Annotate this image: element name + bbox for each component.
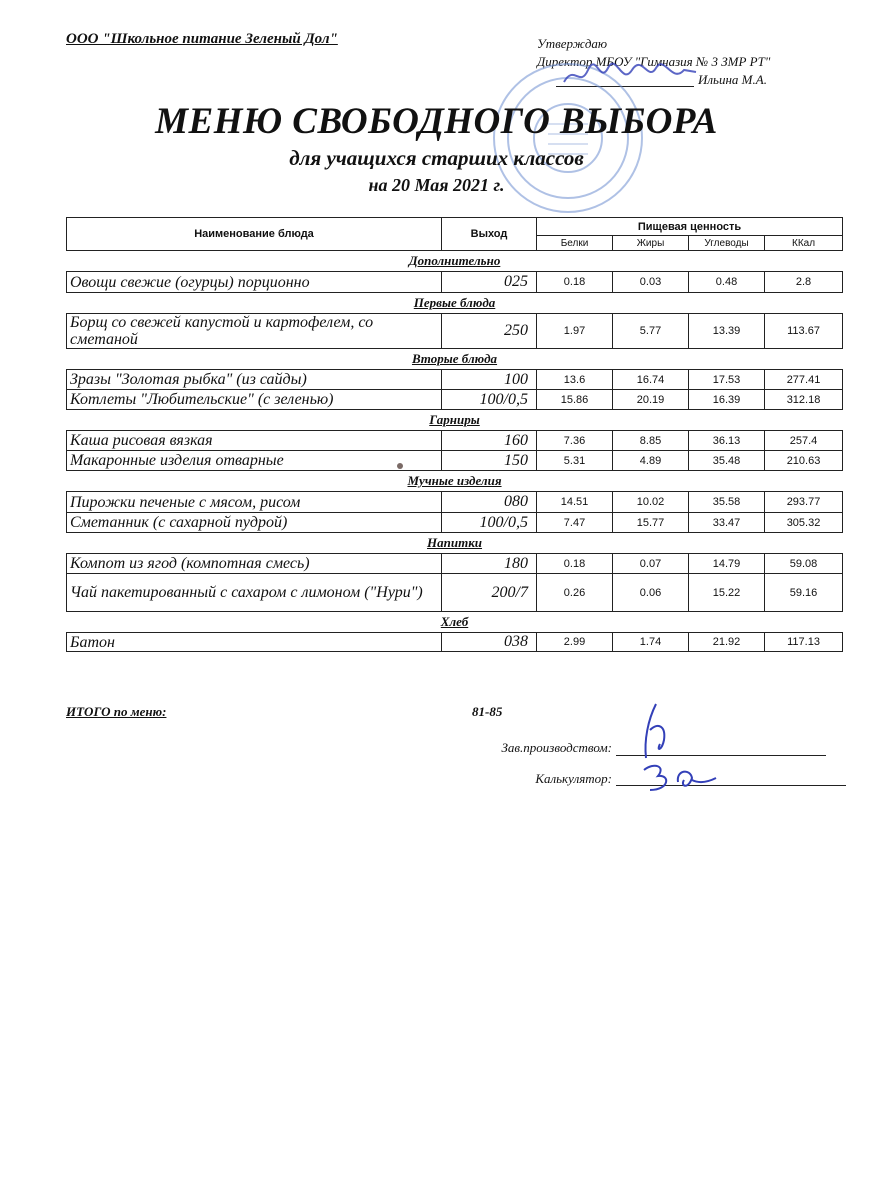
section-row [67,533,843,554]
dish-name: Котлеты "Любительские" (с зеленью) [67,390,442,410]
section-row [67,612,843,633]
dish-kcal: 117.13 [765,633,843,652]
section-title: Дополнительно [408,253,501,268]
section-row [67,251,843,272]
dish-row [67,574,843,612]
dish-proteins: 0.26 [537,574,613,612]
dish-row [67,451,843,471]
dish-row [67,272,843,293]
document-title: МЕНЮ СВОБОДНОГО ВЫБОРА [155,101,718,142]
approval-name: Ильина М.А. [698,72,767,87]
document-subtitle: для учащихся старших классов [289,146,584,170]
dish-name: Макаронные изделия отварные [67,451,442,471]
section-title: Хлеб [440,614,469,629]
menu-table-body [67,251,843,652]
approval-position: Директор МБОУ "Гимназия № 3 ЗМР РТ" [537,54,771,69]
dish-row [67,390,843,410]
dish-name: Каша рисовая вязкая [67,431,442,451]
dish-proteins: 2.99 [537,633,613,652]
dish-kcal: 59.16 [765,574,843,612]
section-title: Первые блюда [413,295,496,310]
dish-carbs: 35.48 [689,451,765,471]
dish-fats: 0.06 [613,574,689,612]
dish-yield: 160 [442,431,537,451]
column-header-nutrition: Пищевая ценность [537,218,843,236]
dish-name: Пирожки печеные с мясом, рисом [67,492,442,513]
dish-carbs: 36.13 [689,431,765,451]
dish-proteins: 14.51 [537,492,613,513]
director-signature-icon [560,60,700,90]
dish-name: Батон [67,633,442,652]
section-row [67,410,843,431]
dish-kcal: 2.8 [765,272,843,293]
column-header-yield: Выход [442,218,537,251]
dish-row [67,554,843,574]
dish-fats: 10.02 [613,492,689,513]
dish-proteins: 5.31 [537,451,613,471]
section-row [67,471,843,492]
dish-fats: 15.77 [613,513,689,533]
dish-yield: 200/7 [442,574,537,612]
column-header-carbs: Углеводы [689,236,765,251]
dish-kcal: 305.32 [765,513,843,533]
dish-name: Сметанник (с сахарной пудрой) [67,513,442,533]
total-value: 81-85 [472,704,503,719]
dish-row [67,492,843,513]
dish-proteins: 7.36 [537,431,613,451]
dish-carbs: 13.39 [689,314,765,349]
organization-name: ООО "Школьное питание Зеленый Дол" [66,31,338,47]
dish-kcal: 277.41 [765,370,843,390]
calculator-signature-icon [640,760,720,796]
dish-yield: 100 [442,370,537,390]
dish-yield: 080 [442,492,537,513]
dish-fats: 8.85 [613,431,689,451]
approval-label: Утверждаю [537,36,608,51]
dish-proteins: 0.18 [537,554,613,574]
dish-proteins: 0.18 [537,272,613,293]
section-title: Напитки [427,535,483,550]
dish-yield: 250 [442,314,537,349]
dish-carbs: 15.22 [689,574,765,612]
dish-kcal: 210.63 [765,451,843,471]
dish-kcal: 257.4 [765,431,843,451]
section-row [67,349,843,370]
dish-carbs: 35.58 [689,492,765,513]
dish-name: Овощи свежие (огурцы) порционно [67,272,442,293]
dish-name: Чай пакетированный с сахаром с лимоном ("Нури") [67,574,442,612]
dish-row [67,314,843,349]
dish-carbs: 17.53 [689,370,765,390]
dish-fats: 4.89 [613,451,689,471]
dish-row [67,370,843,390]
dish-row [67,513,843,533]
section-title: Мучные изделия [407,473,502,488]
dish-yield: 100/0,5 [442,390,537,410]
production-manager-signature-icon [636,700,676,762]
dish-proteins: 15.86 [537,390,613,410]
dish-yield: 038 [442,633,537,652]
dish-carbs: 33.47 [689,513,765,533]
dish-carbs: 21.92 [689,633,765,652]
dish-kcal: 293.77 [765,492,843,513]
section-title: Гарниры [429,412,480,427]
dish-fats: 16.74 [613,370,689,390]
column-header-proteins: Белки [537,236,613,251]
dish-yield: 180 [442,554,537,574]
dish-kcal: 113.67 [765,314,843,349]
dish-yield: 100/0,5 [442,513,537,533]
column-header-fats: Жиры [613,236,689,251]
ink-spot [397,463,403,469]
dish-row [67,431,843,451]
dish-carbs: 0.48 [689,272,765,293]
dish-proteins: 13.6 [537,370,613,390]
menu-date: на 20 Мая 2021 г. [368,175,505,195]
dish-name: Зразы "Золотая рыбка" (из сайды) [67,370,442,390]
production-manager-label: Зав.производством: [501,740,612,755]
dish-fats: 0.07 [613,554,689,574]
menu-table [66,217,843,652]
dish-fats: 20.19 [613,390,689,410]
dish-fats: 1.74 [613,633,689,652]
column-header-kcal: ККал [765,236,843,251]
dish-name: Борщ со свежей капустой и картофелем, со сметаной [67,314,442,349]
dish-proteins: 7.47 [537,513,613,533]
total-label: ИТОГО по меню: [66,704,167,719]
dish-kcal: 59.08 [765,554,843,574]
section-row [67,293,843,314]
dish-carbs: 14.79 [689,554,765,574]
dish-fats: 5.77 [613,314,689,349]
dish-kcal: 312.18 [765,390,843,410]
calculator-label: Калькулятор: [535,771,612,786]
dish-carbs: 16.39 [689,390,765,410]
dish-name: Компот из ягод (компотная смесь) [67,554,442,574]
section-title: Вторые блюда [411,351,498,366]
dish-proteins: 1.97 [537,314,613,349]
column-header-name: Наименование блюда [67,218,442,251]
dish-row [67,633,843,652]
dish-fats: 0.03 [613,272,689,293]
dish-yield: 025 [442,272,537,293]
dish-yield: 150 [442,451,537,471]
